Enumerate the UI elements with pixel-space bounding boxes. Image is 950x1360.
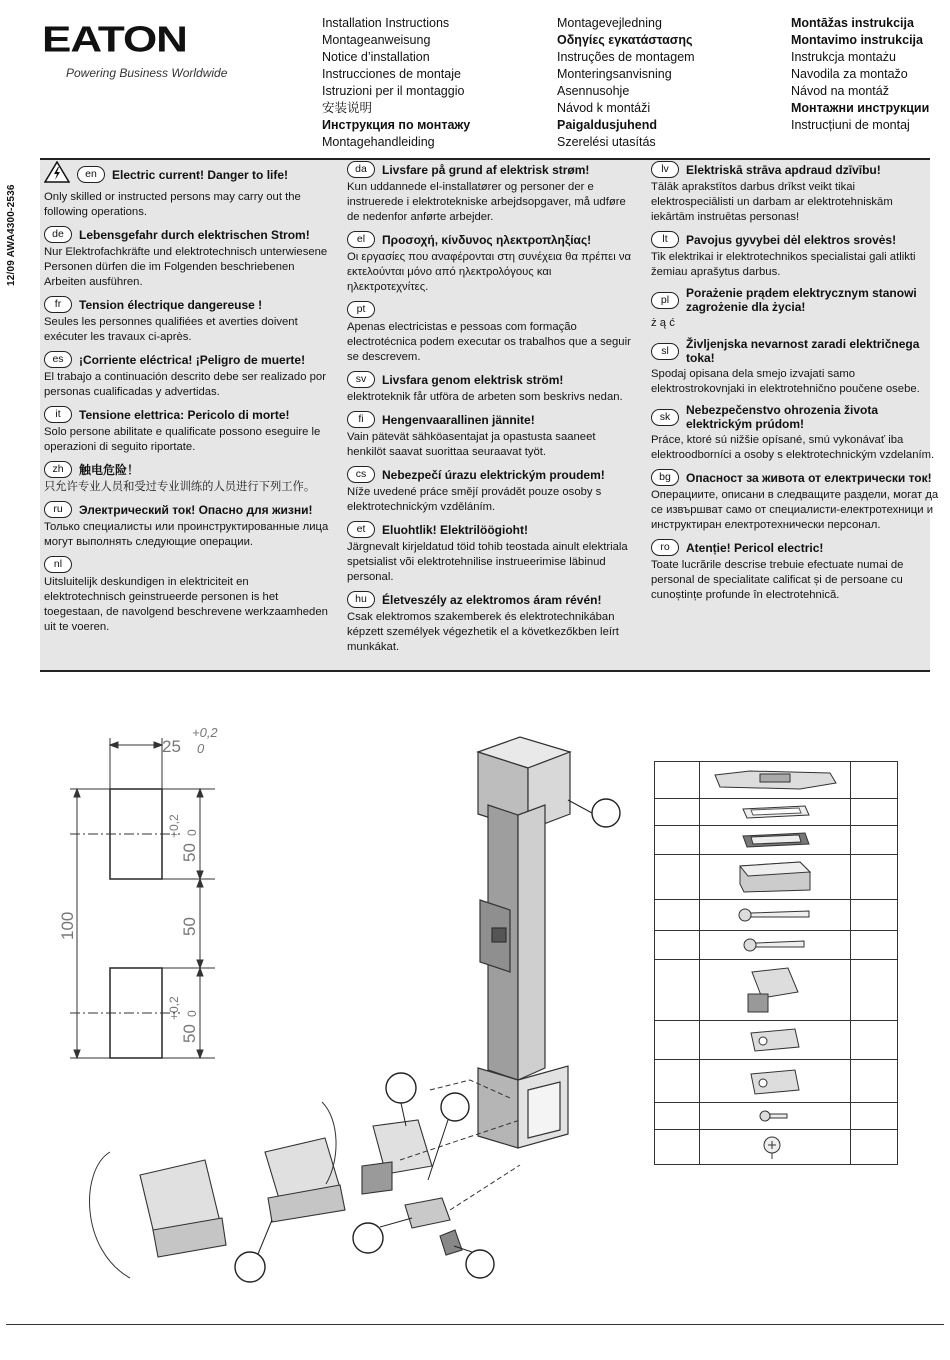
warning-heading xyxy=(44,461,332,478)
language-code-badge: sv xyxy=(347,371,375,388)
language-code-badge: sl xyxy=(651,343,679,360)
language-code-badge: cs xyxy=(347,466,375,483)
parts-table-row xyxy=(655,799,897,826)
warning-body: El trabajo a continuación descrito debe ser realizado por personas cualificadas y advertidas. xyxy=(44,371,326,398)
part-quantity-cell xyxy=(655,826,700,854)
callout-circle-5 xyxy=(235,1252,265,1282)
instruction-title: Istruzioni per il montaggio xyxy=(322,84,465,98)
warning-title: Tension électrique dangereuse ! xyxy=(79,297,263,312)
instruction-title: Monteringsanvisning xyxy=(557,67,672,81)
warning-body: 只允许专业人员和受过专业训练的人员进行下列工作。 xyxy=(44,481,316,493)
parts-table-row xyxy=(655,1021,897,1060)
warning-title: Življenjska nevarnost zaradi električnega toka! xyxy=(686,337,920,365)
part-number-cell xyxy=(851,900,897,930)
warning-title: Nebezpečenstvo ohrozenia života elektrickým prúdom! xyxy=(686,403,879,431)
warning-heading xyxy=(347,161,635,178)
dim-height-lower: 50 xyxy=(180,1024,199,1043)
warning-entry-nl xyxy=(44,556,332,635)
warning-body: Uitsluitelijk deskundigen in elektriciteit en elektrotechnisch geinstrueerde personen is het toegestaan, de navolgend beschrevene werkzaamheden uit te voeren. xyxy=(44,576,328,633)
part-number-cell xyxy=(851,762,897,798)
bracket-part-2 xyxy=(700,1060,851,1102)
language-code-badge: fr xyxy=(44,296,72,313)
warning-body: Операциите, описани в следващите раздели, могат да се извършват само от специалисти-електротехници и инструктиран електротехнически персонал. xyxy=(651,489,939,531)
language-code-badge: da xyxy=(347,161,375,178)
warning-heading xyxy=(347,371,635,388)
part-number-cell xyxy=(851,931,897,959)
warning-body: Solo persone abilitate e qualificate possono eseguire le operazioni di seguito riportate. xyxy=(44,426,321,453)
long-screw-part xyxy=(700,900,851,930)
mounting-drawing xyxy=(40,690,640,1310)
warning-title: Nebezpečí úrazu elektrickým proudem! xyxy=(382,467,605,482)
language-code-badge: fi xyxy=(347,411,375,428)
language-code-badge: zh xyxy=(44,461,72,478)
warning-entry-zh xyxy=(44,461,332,495)
part-quantity-cell xyxy=(655,931,700,959)
instruction-title: Montageanweisung xyxy=(322,33,431,47)
warning-body: Vain pätevät sähköasentajat ja opastusta saaneet henkilöt saavat suorittaa seuraavat työt. xyxy=(347,431,596,458)
enclosure-column-illustration xyxy=(478,737,570,1148)
warning-heading xyxy=(651,161,939,178)
instruction-title: Notice d’installation xyxy=(322,50,430,64)
warning-heading xyxy=(44,296,332,313)
warning-title: 触电危险！ xyxy=(79,462,140,477)
warning-title: Электрический ток! Опасно для жизни! xyxy=(79,502,313,517)
warning-heading xyxy=(347,411,635,428)
warning-entry-et xyxy=(347,521,635,585)
language-code-badge: hu xyxy=(347,591,375,608)
warning-heading xyxy=(44,406,332,423)
instruction-title: 安装说明 xyxy=(322,101,373,115)
parts-table-row xyxy=(655,931,897,960)
logo-tagline: Powering Business Worldwide xyxy=(66,66,228,80)
warning-entry-bg xyxy=(651,469,939,533)
warning-title: Életveszély az elektromos áram révén! xyxy=(382,592,602,607)
warning-body: Οι εργασίες που αναφέρονται στη συνέχεια θα πρέπει να εκτελούνται μόνο από ηλεκτρολόγους και ηλεκτροτεχνίτες. xyxy=(347,251,632,293)
warning-entry-de xyxy=(44,226,332,290)
language-code-badge: en xyxy=(77,166,105,183)
title-column-1 xyxy=(322,15,470,151)
part-number-cell xyxy=(851,799,897,825)
instruction-title: Instruções de montagem xyxy=(557,50,695,64)
warning-body: Práce, ktoré sú nižšie opísané, smú vykonávať iba elektroodborníci a osoby s elektrotechnickým vzdelaním. xyxy=(651,434,935,461)
medium-screw-part xyxy=(700,931,851,959)
language-code-badge: it xyxy=(44,406,72,423)
warning-heading xyxy=(651,231,939,248)
warning-heading xyxy=(347,301,635,318)
parts-table-row xyxy=(655,762,897,799)
warning-entry-es xyxy=(44,351,332,400)
parts-table-row xyxy=(655,960,897,1021)
warning-body: Csak elektromos szakemberek és elektrotechnikában képzett személyek végezhetik el a következőkben leírt munkákat. xyxy=(347,611,619,653)
warning-entry-sl xyxy=(651,337,939,397)
warning-entry-da xyxy=(347,161,635,225)
warning-body: Only skilled or instructed persons may carry out the following operations. xyxy=(44,191,301,218)
dim-width: 25 xyxy=(162,737,181,756)
warning-heading xyxy=(651,286,939,314)
instruction-title: Montāžas instrukcija xyxy=(791,16,914,30)
warning-title: Livsfare på grund af elektrisk strøm! xyxy=(382,162,590,177)
dim-total: 100 xyxy=(58,911,77,940)
parts-table-row xyxy=(655,900,897,931)
instruction-title: Installation Instructions xyxy=(322,16,450,30)
warning-body: Spodaj opisana dela smejo izvajati samo elektrostrokovnjaki in elektrotehnično poučene osebe. xyxy=(651,368,920,395)
callout-circle-4 xyxy=(353,1223,383,1253)
warning-entry-sv xyxy=(347,371,635,405)
lock-cylinder-illustration xyxy=(140,1120,462,1257)
warning-title: Atenție! Pericol electric! xyxy=(686,540,824,555)
warning-heading xyxy=(347,231,635,248)
frame-gasket-part xyxy=(700,799,851,825)
language-code-badge: es xyxy=(44,351,72,368)
language-code-badge: sk xyxy=(651,409,679,426)
part-quantity-cell xyxy=(655,1103,700,1129)
warning-body: Apenas electricistas e pessoas com formação electrotécnica podem executar os trabalhos que a seguir se descrevem. xyxy=(347,321,631,363)
warning-heading xyxy=(651,539,939,556)
warning-title: Hengenvaarallinen jännite! xyxy=(382,412,535,427)
language-code-badge: de xyxy=(44,226,72,243)
language-code-badge: el xyxy=(347,231,375,248)
title-column-2 xyxy=(557,15,695,151)
parts-table-row xyxy=(655,1103,897,1130)
warning-column-1 xyxy=(44,161,332,641)
instruction-title: Οδηγίες εγκατάστασης xyxy=(557,33,693,47)
part-quantity-cell xyxy=(655,762,700,798)
warning-body: Seules les personnes qualifiées et averties doivent exécuter les travaux ci-après. xyxy=(44,316,298,343)
language-code-badge: nl xyxy=(44,556,72,573)
instruction-title: Asennusohje xyxy=(557,84,630,98)
cutout-upper xyxy=(110,789,162,879)
dim-height-upper: 50 xyxy=(180,843,199,862)
instruction-title: Montagehandleiding xyxy=(322,135,435,149)
warning-entry-it xyxy=(44,406,332,455)
part-number-cell xyxy=(851,826,897,854)
language-code-badge: ru xyxy=(44,501,72,518)
instruction-title: Navodila za montažo xyxy=(791,67,908,81)
footer-rule xyxy=(6,1324,944,1325)
instruction-title: Návod na montáž xyxy=(791,84,889,98)
warning-title: Livsfara genom elektrisk ström! xyxy=(382,372,564,387)
warning-entry-en xyxy=(44,161,332,220)
warning-heading xyxy=(44,161,332,188)
warning-heading xyxy=(44,556,332,573)
language-code-badge: pl xyxy=(651,292,679,309)
logo-text: EATON xyxy=(42,19,187,60)
lock-cylinder-part xyxy=(700,960,851,1020)
instruction-title: Montagevejledning xyxy=(557,16,662,30)
warning-column-3 xyxy=(651,161,939,609)
warning-body: Tālāk aprakstītos darbus drīkst veikt tikai elektrospeciālisti un darbam ar elektrotehniskām iekārtām instruētas personas! xyxy=(651,181,893,223)
warning-body: elektroteknik får utföra de arbeten som beskrivs nedan. xyxy=(347,391,623,403)
language-code-badge: ro xyxy=(651,539,679,556)
warning-body: Järgnevalt kirjeldatud töid tohib teostada ainult elektriala spetsialist või elektrotehnilise instrueerimise läbinud personal. xyxy=(347,541,628,583)
part-number-cell xyxy=(851,1021,897,1059)
warning-title: Προσοχή, κίνδυνος ηλεκτροπληξίας! xyxy=(382,232,592,247)
title-column-3 xyxy=(791,15,929,134)
part-quantity-cell xyxy=(655,900,700,930)
parts-table-row xyxy=(655,826,897,855)
lock-assembly-part xyxy=(700,762,851,798)
cutout-lower xyxy=(110,968,162,1058)
warning-heading xyxy=(44,351,332,368)
warning-body: Kun uddannede el-installatører og personer der e instruerede i elektrotekniske arbejdsopgaver, må udføre de nedenfor anførte arbejder. xyxy=(347,181,626,223)
warning-heading xyxy=(651,337,939,365)
warning-body: Только специалисты или проинструктированные лица могут выполнять следующие операции. xyxy=(44,521,329,548)
warning-entry-hu xyxy=(347,591,635,655)
seal-gasket-part xyxy=(700,826,851,854)
part-quantity-cell xyxy=(655,960,700,1020)
callout-circle-2 xyxy=(386,1073,416,1103)
callout-circle-3 xyxy=(441,1093,469,1121)
warning-entry-ro xyxy=(651,539,939,603)
instruction-title: Paigaldusjuhend xyxy=(557,118,658,132)
warning-heading xyxy=(651,403,939,431)
small-screw-part xyxy=(700,1103,851,1129)
language-code-badge: lv xyxy=(651,161,679,178)
eaton-logo xyxy=(42,19,187,66)
instruction-title: Instrucciones de montaje xyxy=(322,67,461,81)
warning-entry-fr xyxy=(44,296,332,345)
warning-entry-lv xyxy=(651,161,939,225)
warning-heading xyxy=(347,466,635,483)
language-code-badge: lt xyxy=(651,231,679,248)
warning-entry-el xyxy=(347,231,635,295)
warning-column-2 xyxy=(347,161,635,661)
instruction-title: Szerelési utasítás xyxy=(557,135,656,149)
dim-height-upper-tol: +0,2 xyxy=(167,814,181,838)
parts-table xyxy=(654,761,898,1165)
warning-heading xyxy=(651,469,939,486)
warning-title: Tensione elettrica: Pericolo di morte! xyxy=(79,407,290,422)
language-code-badge: pt xyxy=(347,301,375,318)
warning-entry-cs xyxy=(347,466,635,515)
warning-entry-sk xyxy=(651,403,939,463)
warning-body: Níže uvedené práce smějí provádět pouze osoby s elektrotechnickým vzděláním. xyxy=(347,486,602,513)
part-quantity-cell xyxy=(655,799,700,825)
instruction-title: Instrukcja montażu xyxy=(791,50,896,64)
warning-entry-fi xyxy=(347,411,635,460)
part-quantity-cell xyxy=(655,1021,700,1059)
part-number-cell xyxy=(851,1103,897,1129)
dim-gap: 50 xyxy=(180,917,199,936)
part-quantity-cell xyxy=(655,1060,700,1102)
dim-height-upper-tol-lower: 0 xyxy=(185,829,199,836)
warning-title: Elektriskā strāva apdraud dzīvību! xyxy=(686,162,881,177)
warning-title: Eluohtlik! Elektrilöögioht! xyxy=(382,522,528,537)
warning-title: Porażenie prądem elektrycznym stanowi zagrożenie dla życia! xyxy=(686,286,917,314)
dim-width-tol-upper: +0,2 xyxy=(192,725,218,740)
warning-entry-ru xyxy=(44,501,332,550)
warning-body: Nur Elektrofachkräfte und elektrotechnisch unterwiesene Personen dürfen die im Folgenden beschriebenen Arbeiten ausführen. xyxy=(44,246,328,288)
warning-title: Lebensgefahr durch elektrischen Strom! xyxy=(79,227,310,242)
part-quantity-cell xyxy=(655,1130,700,1164)
part-number-cell xyxy=(851,1130,897,1164)
countersunk-screw-part xyxy=(700,1130,851,1164)
instruction-title: Инструкция по монтажу xyxy=(322,118,471,132)
warning-heading xyxy=(347,521,635,538)
bracket-part xyxy=(700,1021,851,1059)
document-code: 12/09 AWA4300-2536 xyxy=(6,184,17,286)
warning-title: ¡Corriente eléctrica! ¡Peligro de muerte! xyxy=(79,352,306,367)
language-code-badge: et xyxy=(347,521,375,538)
parts-table-row xyxy=(655,1060,897,1103)
instruction-title: Montavimo instrukcija xyxy=(791,33,923,47)
warning-title: Electric current! Danger to life! xyxy=(112,167,289,182)
part-number-cell xyxy=(851,855,897,899)
warning-body: ż ą ć xyxy=(651,317,675,329)
part-number-cell xyxy=(851,960,897,1020)
language-code-badge: bg xyxy=(651,469,679,486)
warning-entry-pl xyxy=(651,286,939,331)
instruction-title: Instrucțiuni de montaj xyxy=(791,118,910,132)
warning-entry-pt xyxy=(347,301,635,365)
warning-body: Toate lucrările descrise trebuie efectuate numai de personal de specialitate calificat și de persoane cu cunoștințe profunde în electrotehnică. xyxy=(651,559,904,601)
warning-triangle-icon xyxy=(44,161,70,188)
warning-title: Опасност за живота от електрически ток! xyxy=(686,470,932,485)
dim-width-tol-lower: 0 xyxy=(197,741,205,756)
parts-table-row xyxy=(655,855,897,900)
dim-height-lower-tol: +0,2 xyxy=(167,996,181,1020)
warning-title: Pavojus gyvybei dėl elektros srovės! xyxy=(686,232,897,247)
warning-heading xyxy=(347,591,635,608)
cover-part xyxy=(700,855,851,899)
instruction-title: Návod k montáži xyxy=(557,101,651,115)
callout-circle-1 xyxy=(592,799,620,827)
warning-body: Tik elektrikai ir elektrotechnikos specialistai gali atlikti žemiau aprašytus darbus. xyxy=(651,251,916,278)
parts-table-row xyxy=(655,1130,897,1164)
callout-circle-6 xyxy=(466,1250,494,1278)
instruction-title: Монтажни инструкции xyxy=(791,101,930,115)
dim-height-lower-tol-lower: 0 xyxy=(185,1010,199,1017)
part-quantity-cell xyxy=(655,855,700,899)
part-number-cell xyxy=(851,1060,897,1102)
warning-heading xyxy=(44,501,332,518)
warning-heading xyxy=(44,226,332,243)
warning-entry-lt xyxy=(651,231,939,280)
